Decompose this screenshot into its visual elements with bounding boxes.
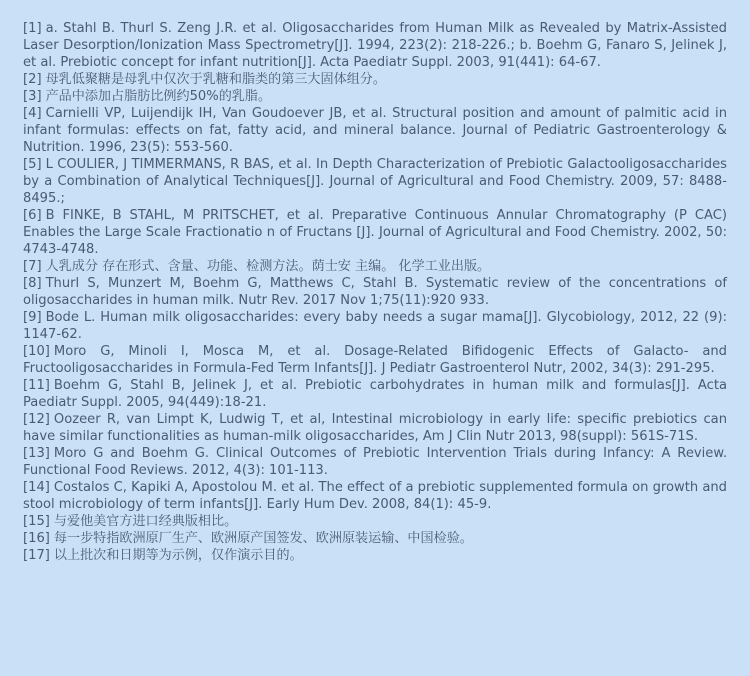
reference-number: [15] (23, 514, 50, 529)
reference-text: a. Stahl B. Thurl S. Zeng J.R. et al. Oligosaccharides from Human Milk as Revealed by Matrix-Assisted Laser Desorption/Ionization Mass Spectrometry[J]. 1994, 223(2): 218-226.; b. Boehm G, Fanaro S, Jelinek J, et al. Prebiotic concept for infant nutrition[J]. Acta Paediatr Suppl. 2003, 91(441): 64-67. (23, 21, 727, 70)
reference-text: Moro G, Minoli I, Mosca M, et al. Dosage-Related Bifidogenic Effects of Galacto- and Fructooligosaccharides in Formula-Fed Term Infants[J]. J Pediatr Gastroenterol Nutr, 2002, 34(3): 291-295. (23, 344, 727, 376)
reference-number: [1] (23, 21, 42, 36)
reference-item (23, 513, 727, 530)
reference-item (23, 258, 727, 275)
reference-text: Boehm G, Stahl B, Jelinek J, et al. Prebiotic carbohydrates in human milk and formulas[J]. Acta Paediatr Suppl. 2005, 94(449):18-21. (23, 378, 727, 410)
reference-number: [4] (23, 106, 42, 121)
reference-item (23, 275, 727, 309)
reference-text: 产品中添加占脂肪比例约50%的乳脂。 (45, 89, 272, 104)
reference-item (23, 547, 727, 564)
reference-number: [12] (23, 412, 50, 427)
reference-number: [13] (23, 446, 50, 461)
reference-list (23, 20, 727, 564)
reference-text: Carnielli VP, Luijendijk IH, Van Goudoever JB, et al. Structural position and amount of palmitic acid in infant formulas: effects on fat, fatty acid, and mineral balance. Journal of Pediatric Gastroenterology & Nutrition. 1996, 23(5): 553-560. (23, 106, 727, 155)
reference-item (23, 105, 727, 156)
reference-item (23, 411, 727, 445)
reference-item (23, 530, 727, 547)
reference-item (23, 445, 727, 479)
reference-number: [10] (23, 344, 50, 359)
reference-item (23, 20, 727, 71)
reference-number: [14] (23, 480, 50, 495)
reference-text: Oozeer R, van Limpt K, Ludwig T, et al, Intestinal microbiology in early life: specific prebiotics can have similar functionalities as human-milk oligosaccharides, Am J Clin Nutr 2013, 98(suppl): 561S-71S. (23, 412, 727, 444)
reference-text: Thurl S, Munzert M, Boehm G, Matthews C, Stahl B. Systematic review of the concentrations of oligosaccharides in human milk. Nutr Rev. 2017 Nov 1;75(11):920 933. (23, 276, 727, 308)
reference-item (23, 479, 727, 513)
reference-text: Costalos C, Kapiki A, Apostolou M. et al. The effect of a prebiotic supplemented formula on growth and stool microbiology of term infants[J]. Early Hum Dev. 2008, 84(1): 45-9. (23, 480, 727, 512)
reference-item (23, 88, 727, 105)
reference-number: [9] (23, 310, 42, 325)
reference-number: [3] (23, 89, 42, 104)
reference-text: Moro G and Boehm G. Clinical Outcomes of Prebiotic Intervention Trials during Infancy: A Review. Functional Food Reviews. 2012, 4(3): 101-113. (23, 446, 727, 478)
reference-text: Bode L. Human milk oligosaccharides: every baby needs a sugar mama[J]. Glycobiology, 2012, 22 (9): 1147-62. (23, 310, 727, 342)
reference-number: [8] (23, 276, 42, 291)
reference-item (23, 156, 727, 207)
reference-item (23, 309, 727, 343)
reference-text: B FINKE, B STAHL, M PRITSCHET, et al. Preparative Continuous Annular Chromatography (P CAC) Enables the Large Scale Fractionatio n of Fructans [J]. Journal of Agricultural and Food Chemistry. 2002, 50: 4743-4748. (23, 208, 727, 257)
reference-number: [6] (23, 208, 42, 223)
reference-text: 与爱他美官方进口经典版相比。 (53, 514, 238, 529)
reference-number: [16] (23, 531, 50, 546)
reference-item (23, 377, 727, 411)
reference-number: [7] (23, 259, 42, 274)
reference-number: [17] (23, 548, 50, 563)
reference-text: 以上批次和日期等为示例，仅作演示目的。 (53, 548, 303, 563)
reference-number: [5] (23, 157, 42, 172)
reference-number: [2] (23, 72, 42, 87)
reference-item (23, 343, 727, 377)
reference-text: 每一步特指欧洲原厂生产、欧洲原产国签发、欧洲原装运输、中国检验。 (53, 531, 473, 546)
reference-item (23, 71, 727, 88)
reference-text: 母乳低聚糖是母乳中仅次于乳糖和脂类的第三大固体组分。 (45, 72, 386, 87)
reference-text: 人乳成分 存在形式、含量、功能、检测方法。荫士安 主编。 化学工业出版。 (45, 259, 491, 274)
reference-number: [11] (23, 378, 50, 393)
reference-text: L COULIER, J TIMMERMANS, R BAS, et al. In Depth Characterization of Prebiotic Galactooligosaccharides by a Combination of Analytical Techniques[J]. Journal of Agricultural and Food Chemistry. 2009, 57: 8488-8495.; (23, 157, 727, 206)
reference-item (23, 207, 727, 258)
